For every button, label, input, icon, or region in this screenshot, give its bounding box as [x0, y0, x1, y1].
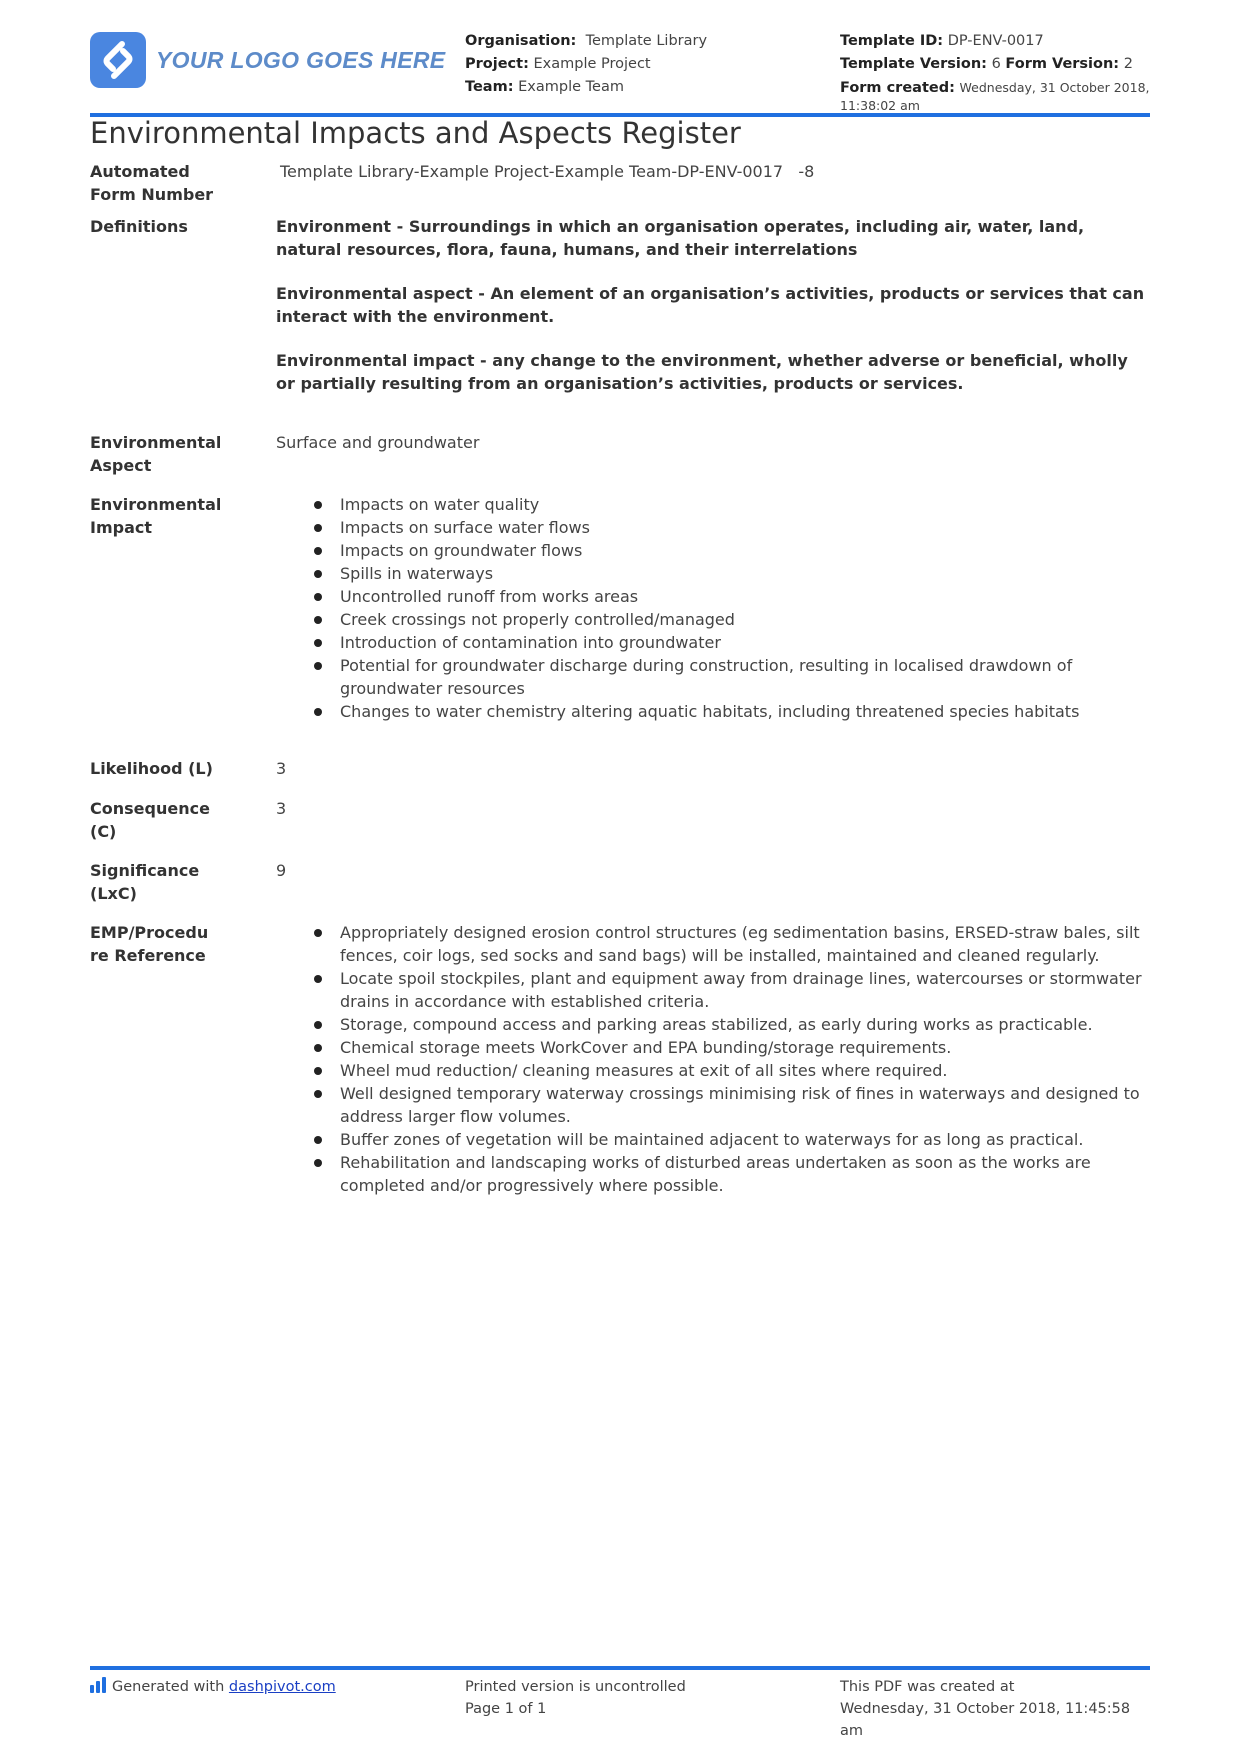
emp-value: [276, 921, 1146, 1197]
organisation-label: Organisation:: [465, 33, 577, 49]
impact-value: [276, 493, 1146, 723]
footer-divider: [90, 1666, 1150, 1670]
form-number-value: Template Library-Example Project-Example Team-DP-ENV-0017 -8: [280, 162, 815, 181]
project-value: Example Project: [533, 56, 651, 72]
list-item: Impacts on water quality: [340, 493, 1146, 516]
list-item: Potential for groundwater discharge during construction, resulting in localised drawdown of groundwater resources: [340, 654, 1146, 700]
definitions-label: Definitions: [90, 217, 188, 236]
list-item: Impacts on groundwater flows: [340, 539, 1146, 562]
logo-icon: [90, 32, 146, 88]
form-version-value: 2: [1123, 56, 1133, 72]
document-page: [90, 0, 1150, 1754]
generated-text: Generated with: [112, 1679, 225, 1695]
document-header: [90, 28, 1150, 112]
organisation-value: Template Library: [585, 33, 708, 49]
logo-text: YOUR LOGO GOES HERE: [156, 46, 446, 73]
header-template-info: [840, 30, 1150, 115]
list-item: Introduction of contamination into groundwater: [340, 631, 1146, 654]
list-item: Storage, compound access and parking areas stabilized, as early during works as practicable.: [340, 1013, 1146, 1036]
form-created-label: Form created:: [840, 80, 955, 96]
footer-print-info: [465, 1676, 686, 1720]
consequence-label: Consequence (C): [90, 799, 210, 841]
template-version-value: 6: [991, 56, 1001, 72]
form-created-value: Wednesday, 31 October 2018, 11:38:02 am: [840, 80, 1150, 113]
list-item: Well designed temporary waterway crossings minimising risk of fines in waterways and designed to address larger flow volumes.: [340, 1082, 1146, 1128]
pdf-created-value: Wednesday, 31 October 2018, 11:45:58 am: [840, 1701, 1131, 1739]
uncontrolled-notice: Printed version is uncontrolled: [465, 1679, 686, 1695]
footer-generated: [90, 1676, 336, 1698]
list-item: Chemical storage meets WorkCover and EPA bunding/storage requirements.: [340, 1036, 1146, 1059]
list-item: Uncontrolled runoff from works areas: [340, 585, 1146, 608]
form-number-label: Automated Form Number: [90, 162, 214, 204]
definition-aspect: Environmental aspect - An element of an organisation’s activities, products or services that can interact with the environment.: [276, 284, 1145, 326]
project-label: Project:: [465, 56, 529, 72]
list-item: Creek crossings not properly controlled/managed: [340, 608, 1146, 631]
significance-label: Significance (LxC): [90, 861, 200, 903]
list-item: Wheel mud reduction/ cleaning measures at exit of all sites where required.: [340, 1059, 1146, 1082]
impact-label: Environmental Impact: [90, 495, 222, 537]
template-version-label: Template Version:: [840, 56, 987, 72]
list-item: Changes to water chemistry altering aquatic habitats, including threatened species habitats: [340, 700, 1146, 723]
list-item: Appropriately designed erosion control structures (eg sedimentation basins, ERSED-straw bales, silt fences, coir logs, sed socks and sand bags) will be installed, maintained and cleaned regularly.: [340, 921, 1146, 967]
dashpivot-icon: [90, 1677, 106, 1693]
emp-list: [340, 921, 1146, 1197]
definition-impact: Environmental impact - any change to the environment, whether adverse or beneficial, wholly or partially resulting from an organisation’s activities, products or services.: [276, 351, 1128, 393]
team-label: Team:: [465, 79, 514, 95]
likelihood-label: Likelihood (L): [90, 759, 213, 778]
company-logo: [90, 32, 445, 88]
significance-value: 9: [276, 861, 287, 880]
definition-environment: Environment - Surroundings in which an organisation operates, including air, water, land, natural resources, flora, fauna, humans, and their interrelations: [276, 217, 1085, 259]
team-value: Example Team: [518, 79, 624, 95]
template-id-value: DP-ENV-0017: [947, 33, 1044, 49]
likelihood-value: 3: [276, 759, 287, 778]
footer-pdf-info: [840, 1676, 1150, 1742]
list-item: Locate spoil stockpiles, plant and equipment away from drainage lines, watercourses or stormwater drains in accordance with established criteria.: [340, 967, 1146, 1013]
dashpivot-link[interactable]: dashpivot.com: [228, 1679, 336, 1695]
pdf-created-label: This PDF was created at: [840, 1679, 1015, 1695]
form-version-label: Form Version:: [1005, 56, 1120, 72]
list-item: Buffer zones of vegetation will be maintained adjacent to waterways for as long as practical.: [340, 1128, 1146, 1151]
header-project-info: [465, 30, 707, 99]
emp-label: EMP/Procedure Reference: [90, 923, 209, 965]
list-item: Rehabilitation and landscaping works of disturbed areas undertaken as soon as the works are completed and/or progressively where possible.: [340, 1151, 1146, 1197]
template-id-label: Template ID:: [840, 33, 944, 49]
aspect-value: Surface and groundwater: [276, 433, 480, 452]
definitions-value: [276, 215, 1146, 416]
impact-list: [340, 493, 1146, 723]
page-title: Environmental Impacts and Aspects Register: [90, 116, 741, 150]
page-number: Page 1 of 1: [465, 1701, 547, 1717]
list-item: Spills in waterways: [340, 562, 1146, 585]
list-item: Impacts on surface water flows: [340, 516, 1146, 539]
aspect-label: Environmental Aspect: [90, 433, 222, 475]
consequence-value: 3: [276, 799, 287, 818]
